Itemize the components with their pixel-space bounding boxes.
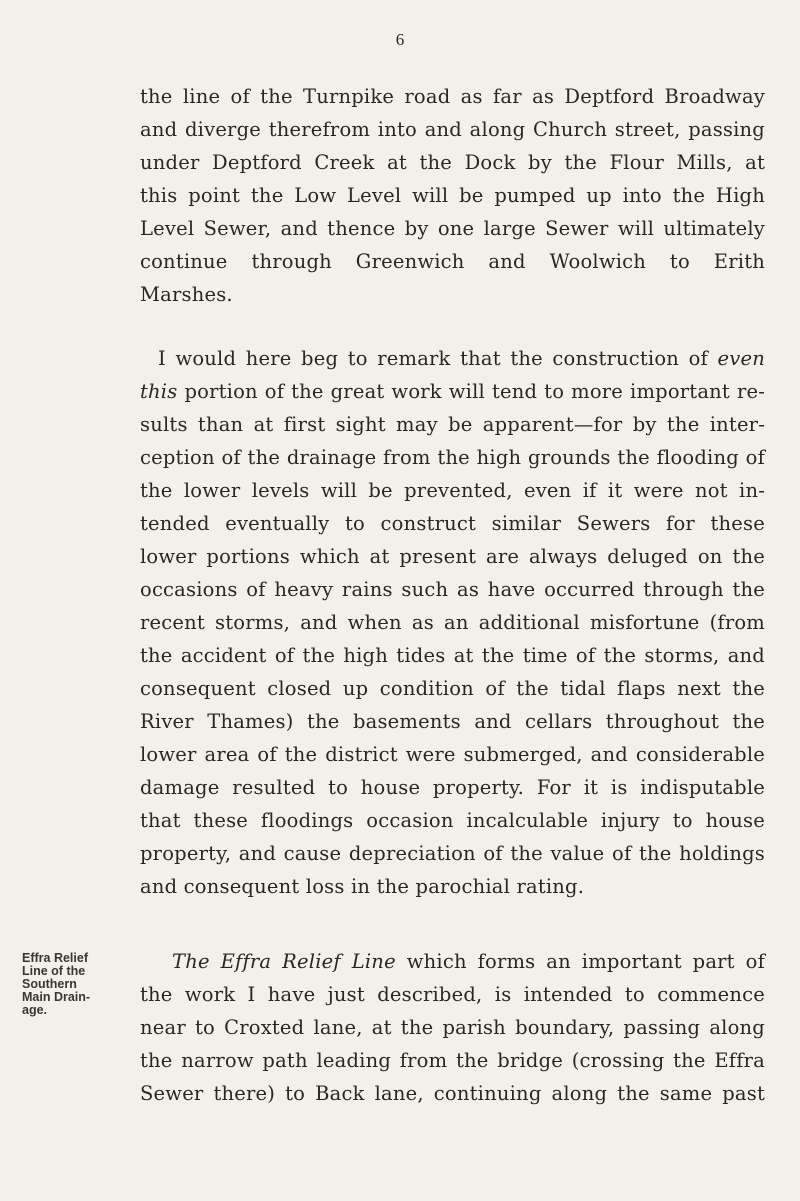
italic-text: this xyxy=(140,380,178,403)
text-line: Level Sewer, and thence by one large Sewer will ultimately xyxy=(140,217,765,240)
text-line: ception of the drainage from the high grounds the flooding of xyxy=(140,446,765,469)
italic-text: even xyxy=(717,347,765,370)
text-line: recent storms, and when as an additional misfortune (from xyxy=(140,611,765,634)
text-line xyxy=(172,947,765,977)
text-line: River Thames) the basements and cellars throughout the xyxy=(140,710,765,733)
text-line: this point the Low Level will be pumped up into the High xyxy=(140,184,765,207)
margin-note-line: age. xyxy=(22,1003,48,1017)
text-line xyxy=(158,344,765,374)
text-span: portion of the great work will tend to more important re- xyxy=(184,380,765,403)
text-span: I would here beg to remark that the construction of xyxy=(158,347,708,370)
text-line: continue through Greenwich and Woolwich to Erith xyxy=(140,250,765,273)
text-line: occasions of heavy rains such as have occurred through the xyxy=(140,578,765,601)
text-line: Sewer there) to Back lane, continuing along the same past xyxy=(140,1082,765,1105)
text-line: Marshes. xyxy=(140,283,233,306)
margin-note xyxy=(22,952,137,1017)
text-line: sults than at first sight may be apparent—for by the inter- xyxy=(140,413,765,436)
text-line: the accident of the high tides at the time of the storms, and xyxy=(140,644,765,667)
text-line: the lower levels will be prevented, even if it were not in- xyxy=(140,479,765,502)
text-line: the narrow path leading from the bridge (crossing the Effra xyxy=(140,1049,765,1072)
margin-note-line: Line of the xyxy=(22,964,86,978)
text-line: and consequent loss in the parochial rating. xyxy=(140,875,585,898)
italic-text: The Effra Relief Line xyxy=(172,950,396,973)
text-line: tended eventually to construct similar Sewers for these xyxy=(140,512,765,535)
text-line xyxy=(140,377,765,407)
text-line: consequent closed up condition of the tidal flaps next the xyxy=(140,677,765,700)
text-line: near to Croxted lane, at the parish boundary, passing along xyxy=(140,1016,765,1039)
text-line: that these floodings occasion incalculable injury to house xyxy=(140,809,765,832)
text-span: which forms an important part of xyxy=(406,950,765,973)
margin-note-line: Effra Relief xyxy=(22,951,88,965)
text-line: the work I have just described, is intended to commence xyxy=(140,983,765,1006)
margin-note-line: Main Drain- xyxy=(22,990,91,1004)
text-line: and diverge therefrom into and along Church street, passing xyxy=(140,118,765,141)
page-number: 6 xyxy=(395,30,405,49)
margin-note-line: Southern xyxy=(22,977,77,991)
text-line: damage resulted to house property. For it is indisputable xyxy=(140,776,765,799)
text-line: lower portions which at present are always deluged on the xyxy=(140,545,765,568)
text-line: property, and cause depreciation of the value of the holdings xyxy=(140,842,765,865)
text-line: the line of the Turnpike road as far as Deptford Broadway xyxy=(140,85,765,108)
text-line: under Deptford Creek at the Dock by the Flour Mills, at xyxy=(140,151,765,174)
text-line: lower area of the district were submerged, and considerable xyxy=(140,743,765,766)
